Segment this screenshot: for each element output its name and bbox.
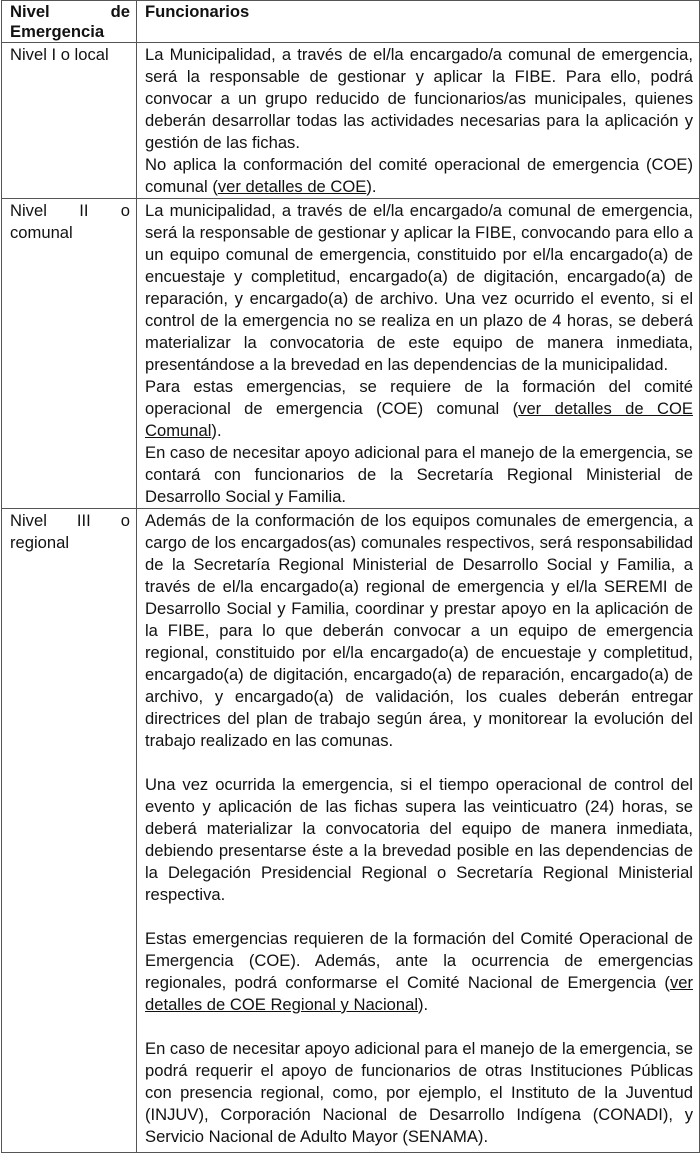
emergency-levels-table bbox=[1, 0, 700, 1153]
officials-cell bbox=[137, 199, 700, 509]
coe-comunal-details-link[interactable]: ver detalles de COE Comunal bbox=[145, 399, 693, 440]
coe-regional-nacional-details-link[interactable]: ver detalles de COE Regional y Nacional bbox=[145, 973, 693, 1014]
paragraph-text: ). bbox=[418, 995, 429, 1014]
paragraph bbox=[145, 376, 693, 442]
header-level: Nivel de Emergencia bbox=[2, 1, 137, 43]
level-cell: Nivel I o local bbox=[2, 43, 137, 199]
officials-cell bbox=[137, 43, 700, 199]
table-row bbox=[2, 199, 700, 509]
level-cell: Nivel II o comunal bbox=[2, 199, 137, 509]
paragraph: Además de la conformación de los equipos comunales de emergencia, a cargo de los encargados(as) comunales respectivos, será responsabilidad de la Secretaría Regional Ministerial de Desarrollo Social y Familia, a través de el/la encargado(a) regional de emergencia y el/la SEREMI de Desarrollo Social y Familia, coordinar y prestar apoyo en la aplicación de la FIBE, para lo que deberán convocar a un equipo de emergencia regional, constituido por el/la encargado(a) de encuestaje y completitud, encargado(a) de digitación, encargado(a) de reparación, encargado(a) de archivo, y encargado(a) de validación, los cuales deberán entregar directrices del plan de trabajo según área, y monitorear la evolución del trabajo realizado en las comunas. bbox=[145, 511, 693, 750]
paragraph: Una vez ocurrida la emergencia, si el tiempo operacional de control del evento y aplicación de las fichas supera las veinticuatro (24) horas, se deberá materializar la convocatoria del equipo de manera inmediata, debiendo presentarse éste a la brevedad posible en las dependencias de la Delegación Presidencial Regional o Secretaría Regional Ministerial respectiva. bbox=[145, 775, 693, 904]
paragraph: En caso de necesitar apoyo adicional para el manejo de la emergencia, se podrá requerir el apoyo de funcionarios de otras Instituciones Públicas con presencia regional, como, por ejemplo, el Instituto de la Juventud (INJUV), Corporación Nacional de Desarrollo Indígena (CONADI), y Servicio Nacional de Adulto Mayor (SENAMA). bbox=[145, 1039, 693, 1146]
paragraph-text: ). bbox=[366, 177, 377, 196]
paragraph: En caso de necesitar apoyo adicional para el manejo de la emergencia, se contará con funcionarios de la Secretaría Regional Ministerial de Desarrollo Social y Familia. bbox=[145, 443, 693, 506]
table-row bbox=[2, 509, 700, 1153]
paragraph bbox=[145, 154, 693, 198]
header-officials: Funcionarios bbox=[137, 1, 700, 43]
level-cell: Nivel III o regional bbox=[2, 509, 137, 1153]
paragraph bbox=[145, 928, 693, 1016]
paragraph-text: ). bbox=[211, 421, 222, 440]
table-header-row bbox=[2, 1, 700, 43]
officials-cell bbox=[137, 509, 700, 1153]
paragraph: La municipalidad, a través de el/la encargado/a comunal de emergencia, será la responsable de gestionar y aplicar la FIBE, convocando para ello a un equipo comunal de emergencia, constituido por el/la encargado(a) de encuestaje y completitud, encargado(a) de digitación, encargado(a) de reparación, y encargado(a) de archivo. Una vez ocurrido el evento, si el control de la emergencia no se realiza en un plazo de 4 horas, se deberá materializar la convocatoria de este equipo de manera inmediata, presentándose a la brevedad en las dependencias de la municipalidad. bbox=[145, 201, 693, 374]
paragraph-text: Para estas emergencias, se requiere de la formación del comité operacional de emergencia (COE) comunal ( bbox=[145, 377, 693, 418]
paragraph: La Municipalidad, a través de el/la encargado/a comunal de emergencia, será la responsable de gestionar y aplicar la FIBE. Para ello, podrá convocar a un grupo reducido de funcionarios/as municipales, quienes deberán desarrollar todas las actividades necesarias para la aplicación y gestión de las fichas. bbox=[145, 45, 693, 152]
paragraph-text: Estas emergencias requieren de la formación del Comité Operacional de Emergencia (COE). Además, ante la ocurrencia de emergencias regionales, podrá conformarse el Comité Nacional de Emergencia ( bbox=[145, 929, 693, 992]
coe-details-link[interactable]: ver detalles de COE bbox=[217, 177, 367, 196]
table-row bbox=[2, 43, 700, 199]
paragraph-text: No aplica la conformación del comité operacional de emergencia (COE) comunal ( bbox=[145, 155, 693, 196]
